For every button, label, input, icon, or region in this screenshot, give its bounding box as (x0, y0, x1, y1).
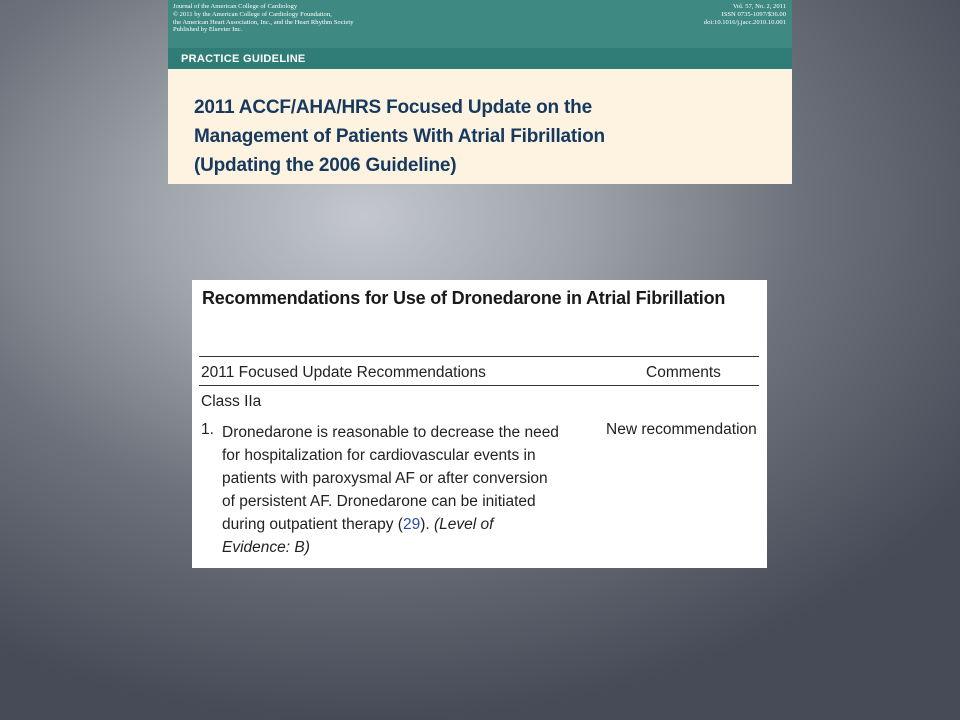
journal-header-band (168, 0, 792, 69)
recommendation-comment: New recommendation (606, 421, 757, 438)
copyright-societies: the American Heart Association, Inc., and the Heart Rhythm Society (173, 18, 354, 26)
recommendation-line-suffix: ). (420, 516, 434, 533)
doi-line: doi:10.1016/j.jacc.2010.10.001 (703, 18, 786, 26)
journal-name: Journal of the American College of Cardiology (173, 3, 298, 10)
paper-title-line: Management of Patients With Atrial Fibrillation (194, 126, 605, 147)
table-header-rule (199, 385, 759, 386)
paper-title (194, 93, 774, 180)
level-of-evidence-part2: Evidence: B) (222, 539, 310, 556)
journal-header-image (168, 0, 792, 184)
section-label: PRACTICE GUIDELINE (181, 53, 306, 65)
recommendation-line-prefix: during outpatient therapy ( (222, 516, 403, 533)
recommendation-line: for hospitalization for cardiovascular events in (222, 447, 536, 464)
recommendation-line (222, 513, 567, 536)
paper-title-line: (Updating the 2006 Guideline) (194, 155, 457, 176)
journal-volume-info (704, 3, 786, 26)
level-of-evidence-part1: (Level of (433, 516, 494, 533)
recommendation-number: 1. (201, 421, 214, 438)
section-label-bar (168, 48, 792, 69)
recommendations-heading: Recommendations for Use of Dronedarone in Atrial Fibrillation (202, 288, 726, 308)
recommendation-line: of persistent AF. Dronedarone can be initiated (222, 493, 536, 510)
publisher-line: Published by Elsevier Inc. (173, 26, 243, 34)
paper-title-line: 2011 ACCF/AHA/HRS Focused Update on the (194, 97, 592, 118)
column-header-comments: Comments (646, 364, 721, 381)
recommendation-text (222, 421, 567, 559)
recommendations-table-image (192, 280, 767, 568)
issn-line: ISSN 0735-1097/$36.00 (721, 10, 786, 18)
copyright-line: © 2011 by the American College of Cardiology Foundation, (173, 10, 332, 18)
journal-citation-info (173, 3, 354, 34)
volume-line: Vol. 57, No. 2, 2011 (732, 3, 786, 10)
recommendation-line: Dronedarone is reasonable to decrease the need (222, 424, 559, 441)
column-header-recommendations: 2011 Focused Update Recommendations (201, 364, 486, 381)
class-label: Class IIa (201, 393, 262, 410)
reference-link[interactable]: 29 (402, 516, 421, 533)
table-top-rule (199, 356, 759, 357)
recommendation-line: patients with paroxysmal AF or after conversion (222, 470, 548, 487)
